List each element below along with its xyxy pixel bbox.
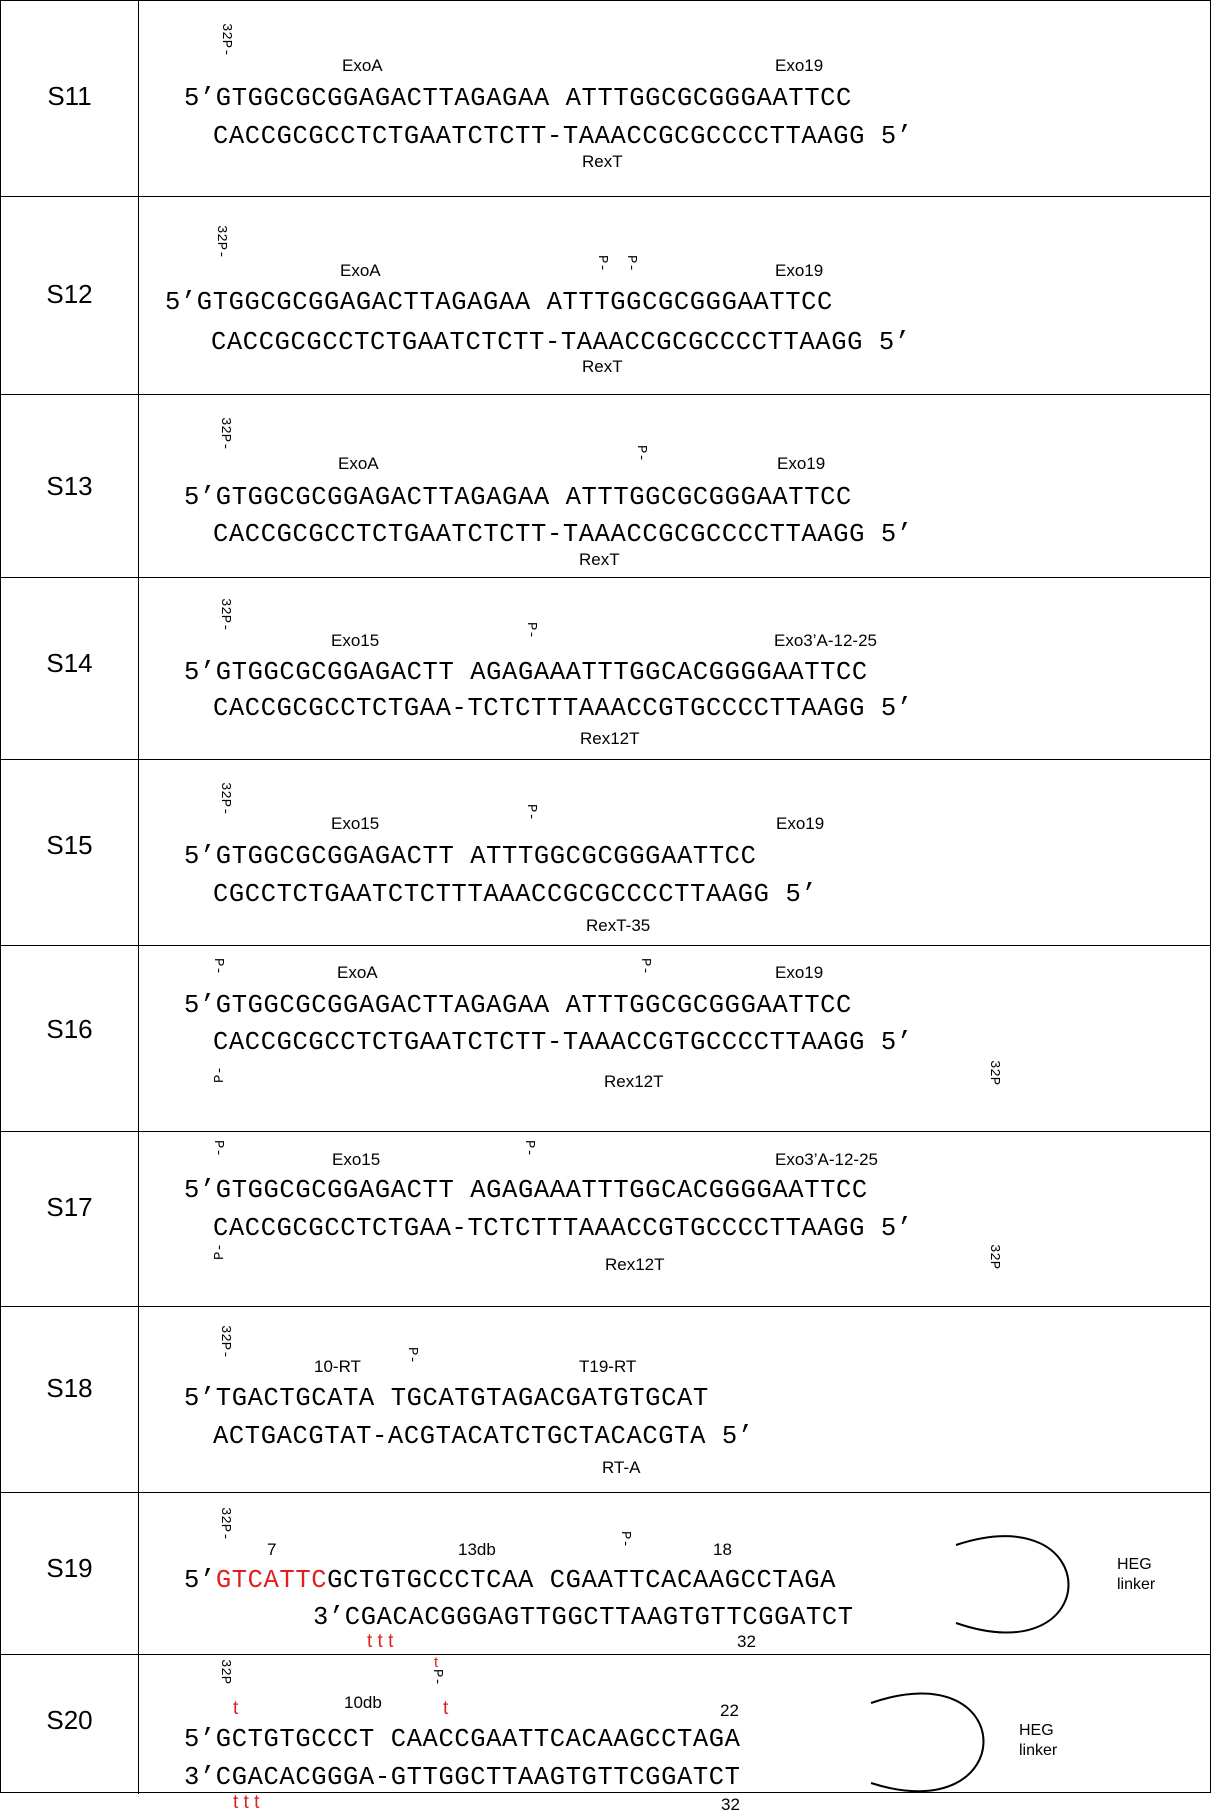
- radiolabel-mark: 32P-: [217, 1325, 233, 1359]
- phosphate-mark: P-: [210, 1140, 226, 1157]
- oligo-label: Exo3’A-12-25: [775, 1150, 879, 1169]
- heg-linker-loop: [956, 1535, 1086, 1635]
- heg-label-line-2: linker: [1117, 1576, 1156, 1593]
- phosphate-mark: P-: [594, 255, 610, 272]
- row-id: S15: [46, 830, 93, 860]
- phosphate-mark: P-: [637, 958, 653, 975]
- red-segment: GTCATTC: [215, 1566, 328, 1595]
- oligo-label: Exo15: [331, 814, 380, 833]
- bottom-strand: CGCCTCTGAATCTCTTTAAACCGCGCCCCTTAAGG 5’: [213, 880, 818, 909]
- oligo-label: RexT: [579, 550, 620, 569]
- radiolabel-mark: 32P: [217, 1659, 233, 1685]
- heg-linker-loop: [871, 1691, 1001, 1791]
- radiolabel-mark: 32P-: [217, 1507, 233, 1541]
- heg-linker-label: [1117, 1555, 1155, 1595]
- phosphate-mark: P-: [623, 255, 639, 272]
- top-strand: 5’GTGGCGCGGAGACTTAGAGAA ATTTGGCGCGGGAATTCC: [184, 84, 852, 113]
- row-id: S17: [46, 1192, 93, 1222]
- heg-label-line-2: linker: [1019, 1742, 1058, 1759]
- bottom-strand: ACTGACGTAT-ACGTACATCTGCTACACGTA 5’: [213, 1422, 754, 1451]
- radiolabel-mark: 32P-: [218, 23, 234, 57]
- top-strand: 5’GTGGCGCGGAGACTTAGAGAA ATTTGGCGCGGGAATTCC: [165, 288, 833, 317]
- oligo-label: T19-RT: [579, 1357, 637, 1376]
- oligo-label: 7: [267, 1540, 277, 1559]
- oligo-label: 22: [720, 1701, 739, 1720]
- oligo-label: Exo19: [777, 454, 826, 473]
- oligo-label: Exo15: [331, 631, 380, 650]
- oligo-label: ExoA: [338, 454, 379, 473]
- top-strand: 5’GTGGCGCGGAGACTT AGAGAAATTTGGCACGGGGAATTCC: [184, 658, 868, 687]
- table-row: [1, 1306, 1211, 1492]
- table-row: [1, 1492, 1211, 1654]
- phosphate-mark: P-: [210, 958, 226, 975]
- oligo-label: 32: [737, 1632, 756, 1651]
- oligo-label: 18: [713, 1540, 732, 1559]
- bottom-strand: CACCGCGCCTCTGAA-TCTCTTTAAACCGTGCCCCTTAAGG 5’: [213, 694, 913, 723]
- top-strand-rest: GCTGTGCCCTCAA CGAATTCACAAGCCTAGA: [327, 1566, 837, 1595]
- oligo-label: ExoA: [340, 261, 381, 280]
- oligo-label: ExoA: [342, 56, 383, 75]
- phosphate-mark: P-: [523, 622, 539, 639]
- t-mark: t: [233, 1698, 239, 1719]
- oligo-label: RexT-35: [586, 916, 651, 935]
- radiolabel-mark: 32P-: [213, 225, 229, 259]
- oligo-label: Exo19: [775, 261, 824, 280]
- oligo-label: RexT: [582, 357, 623, 376]
- phosphate-mark: P-: [633, 445, 649, 462]
- row-id: S13: [46, 471, 93, 501]
- bottom-strand: CACCGCGCCTCTGAATCTCTT-TAAACCGCGCCCCTTAAGG 5’: [213, 520, 913, 549]
- row-id: S14: [46, 648, 93, 678]
- bottom-strand: 3’CGACACGGGA-GTTGGCTTAAGTGTTCGGATCT: [184, 1763, 741, 1792]
- radiolabel-mark: 32P: [986, 1060, 1002, 1086]
- oligo-label: RexT: [582, 152, 623, 171]
- row-id: S20: [46, 1705, 93, 1735]
- table-row: [1, 394, 1211, 577]
- phosphate-mark: P-: [429, 1669, 445, 1686]
- oligo-label: Rex12T: [604, 1072, 664, 1091]
- oligo-label: RT-A: [602, 1458, 641, 1477]
- phosphate-mark: P-: [212, 1066, 228, 1083]
- top-strand: 5’GTGGCGCGGAGACTT AGAGAAATTTGGCACGGGGAATTCC: [184, 1176, 868, 1205]
- top-strand: [184, 1568, 836, 1594]
- oligo-label: 32: [721, 1795, 740, 1814]
- radiolabel-mark: 32P-: [217, 598, 233, 632]
- oligo-label: Rex12T: [605, 1255, 665, 1274]
- table-row: [1, 196, 1211, 394]
- table-row: [1, 1131, 1211, 1306]
- row-id: S16: [46, 1014, 93, 1044]
- bottom-strand: CACCGCGCCTCTGAATCTCTT-TAAACCGCGCCCCTTAAGG 5’: [213, 122, 913, 151]
- oligo-label: 13db: [458, 1540, 496, 1559]
- table-row: [1, 577, 1211, 759]
- five-prime-end: 5’: [184, 1566, 216, 1595]
- phosphate-mark: P-: [212, 1243, 228, 1260]
- top-strand: 5’GCTGTGCCCT CAACCGAATTCACAAGCCTAGA: [184, 1725, 741, 1754]
- phosphate-mark: P-: [617, 1531, 633, 1548]
- radiolabel-mark: 32P: [986, 1244, 1002, 1270]
- t-mark: t: [443, 1698, 449, 1719]
- table-row: [1, 759, 1211, 945]
- oligo-label: 10-RT: [314, 1357, 361, 1376]
- row-id: S12: [46, 279, 93, 309]
- phosphate-mark: P-: [404, 1347, 420, 1364]
- bottom-strand: CACCGCGCCTCTGAATCTCTT-TAAACCGTGCCCCTTAAGG 5’: [213, 1028, 913, 1057]
- heg-linker-label: [1019, 1721, 1057, 1761]
- oligo-label: Exo15: [332, 1150, 381, 1169]
- t-mark: t: [434, 1654, 439, 1671]
- oligo-label: Rex12T: [580, 729, 640, 748]
- top-strand: 5’GTGGCGCGGAGACTT ATTTGGCGCGGGAATTCC: [184, 842, 757, 871]
- row-id: S18: [46, 1373, 93, 1403]
- top-strand: 5’GTGGCGCGGAGACTTAGAGAA ATTTGGCGCGGGAATTCC: [184, 483, 852, 512]
- table-row: [1, 1, 1211, 196]
- top-strand: 5’TGACTGCATA TGCATGTAGACGATGTGCAT: [184, 1384, 709, 1413]
- radiolabel-mark: 32P-: [217, 417, 233, 451]
- oligo-label: ExoA: [337, 963, 378, 982]
- row-id: S11: [47, 81, 92, 111]
- table-row: [1, 1654, 1211, 1814]
- oligo-label: 10db: [344, 1693, 382, 1712]
- bottom-strand: CACCGCGCCTCTGAATCTCTT-TAAACCGCGCCCCTTAAGG 5’: [211, 328, 911, 357]
- t-marks: t t t: [367, 1631, 394, 1652]
- oligo-label: Exo19: [775, 963, 824, 982]
- bottom-strand: CACCGCGCCTCTGAA-TCTCTTTAAACCGTGCCCCTTAAGG 5’: [213, 1214, 913, 1243]
- oligo-label: Exo19: [776, 814, 825, 833]
- bottom-strand: 3’CGACACGGGAGTTGGCTTAAGTGTTCGGATCT: [313, 1603, 854, 1632]
- oligo-label: Exo19: [775, 56, 824, 75]
- radiolabel-mark: 32P-: [217, 782, 233, 816]
- top-strand: 5’GTGGCGCGGAGACTTAGAGAA ATTTGGCGCGGGAATTCC: [184, 991, 852, 1020]
- heg-label-line-1: HEG: [1117, 1556, 1152, 1573]
- heg-label-line-1: HEG: [1019, 1722, 1054, 1739]
- phosphate-mark: P-: [521, 1140, 537, 1157]
- row-id: S19: [46, 1553, 93, 1583]
- t-marks: t t t: [233, 1792, 260, 1813]
- phosphate-mark: P-: [523, 804, 539, 821]
- oligo-label: Exo3’A-12-25: [774, 631, 878, 650]
- table-row: [1, 945, 1211, 1131]
